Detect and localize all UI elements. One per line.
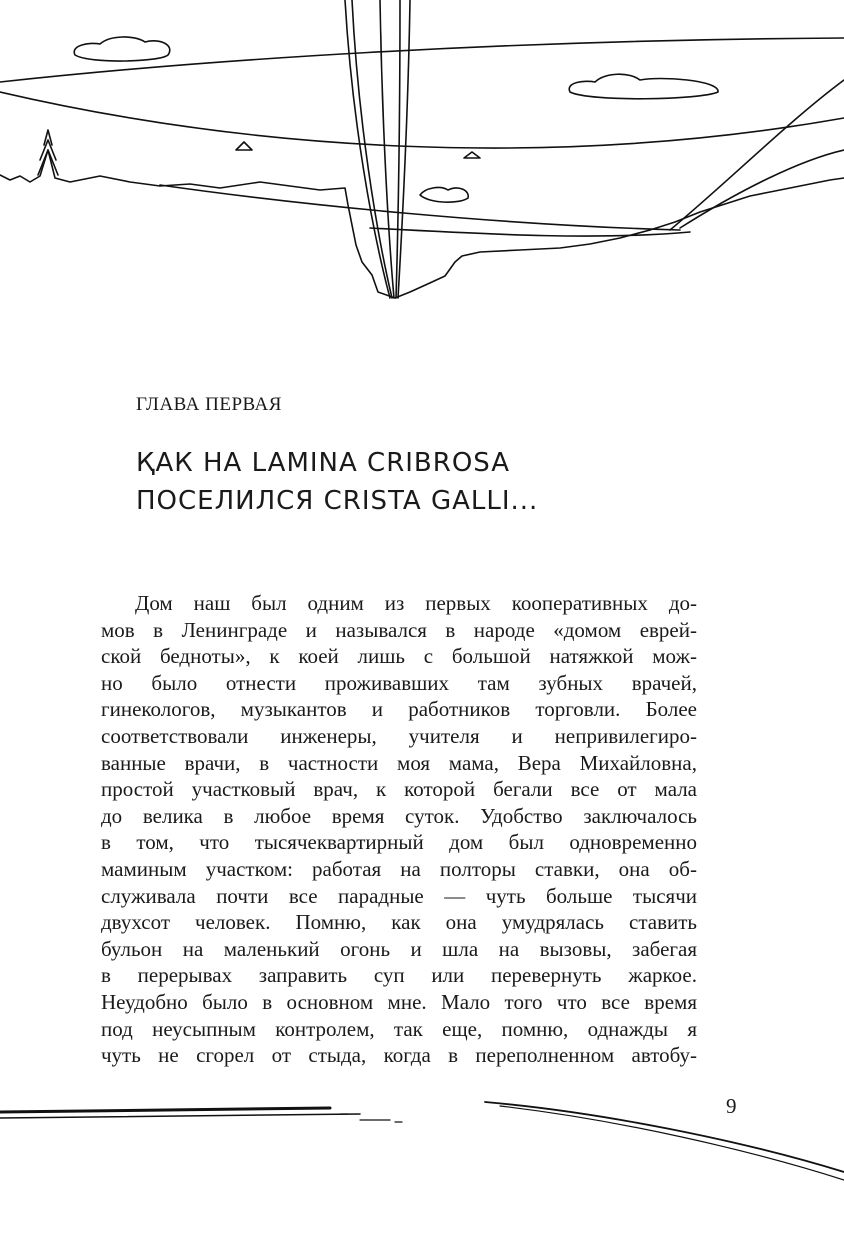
footer-stroke <box>500 1106 844 1180</box>
cable-line <box>345 0 390 298</box>
body-line: под неусыпным контролем, так еще, помню, однажды я <box>101 1016 697 1041</box>
footer-stroke <box>0 1108 330 1112</box>
body-text <box>101 590 697 1069</box>
footer-illustration <box>0 1090 844 1190</box>
wire-line <box>0 92 844 148</box>
footer-stroke <box>485 1102 844 1172</box>
body-line: до велика в любое время суток. Удобство заключалось <box>101 803 697 828</box>
page-number: 9 <box>726 1094 737 1118</box>
footer-stroke <box>340 1114 402 1122</box>
body-line: бульон на маленький огонь и шла на вызовы, забегая <box>101 936 697 961</box>
body-line: ской бедноты», к коей лишь с большой натяжкой мож- <box>101 644 697 669</box>
body-line: простой участковый врач, к которой бегали все от мала <box>101 777 697 802</box>
body-line: мов в Ленинграде и назывался в народе «домом еврей- <box>101 617 697 642</box>
body-line: маминым участком: работая на полторы ставки, она об- <box>101 856 697 881</box>
chapter-title <box>136 444 736 520</box>
cloud-shape <box>74 37 170 61</box>
wire-line <box>680 150 844 228</box>
chapter-header-illustration <box>0 0 844 310</box>
boat-shape <box>464 152 480 158</box>
wire-line <box>0 38 844 82</box>
boat-shape <box>236 142 252 150</box>
body-line: чуть не сгорел от стыда, когда в переполненном автобу- <box>101 1043 697 1068</box>
body-line: в том, что тысячеквартирный дом был одновременно <box>101 830 697 855</box>
body-line: Неудобно было в основном мне. Мало того что все время <box>101 989 697 1014</box>
chapter-title-line: ҚАК НА LAMINA CRIBROSA <box>136 448 511 478</box>
chapter-label: ГЛАВА ПЕРВАЯ <box>136 394 282 415</box>
cable-line <box>396 0 400 298</box>
footer-stroke <box>0 1114 360 1118</box>
cloud-shape <box>569 74 718 99</box>
body-line: гинекологов, музыкантов и работников торговли. Более <box>101 697 697 722</box>
body-line: служивала почти все парадные — чуть больше тысячи <box>101 883 697 908</box>
wire-line <box>160 185 680 230</box>
body-line: в перерывах заправить суп или перевернуть жаркое. <box>101 963 697 988</box>
body-line: соответствовали инженеры, учителя и непривилегиро- <box>101 723 697 748</box>
wire-line <box>670 80 844 230</box>
body-line: Дом наш был одним из первых кооперативных до- <box>135 591 697 615</box>
cable-line <box>352 0 392 298</box>
body-line: ванные врачи, в частности моя мама, Вера Михайловна, <box>101 750 697 775</box>
cloud-shape <box>420 188 468 203</box>
body-line: двухсот человек. Помню, как она умудрялась ставить <box>101 910 697 935</box>
horizon-line <box>0 150 844 298</box>
body-line: но было отнести проживавших там зубных врачей, <box>101 670 697 695</box>
chapter-title-line: ПОСЕЛИЛСЯ CRISTA GALLI... <box>136 486 539 516</box>
